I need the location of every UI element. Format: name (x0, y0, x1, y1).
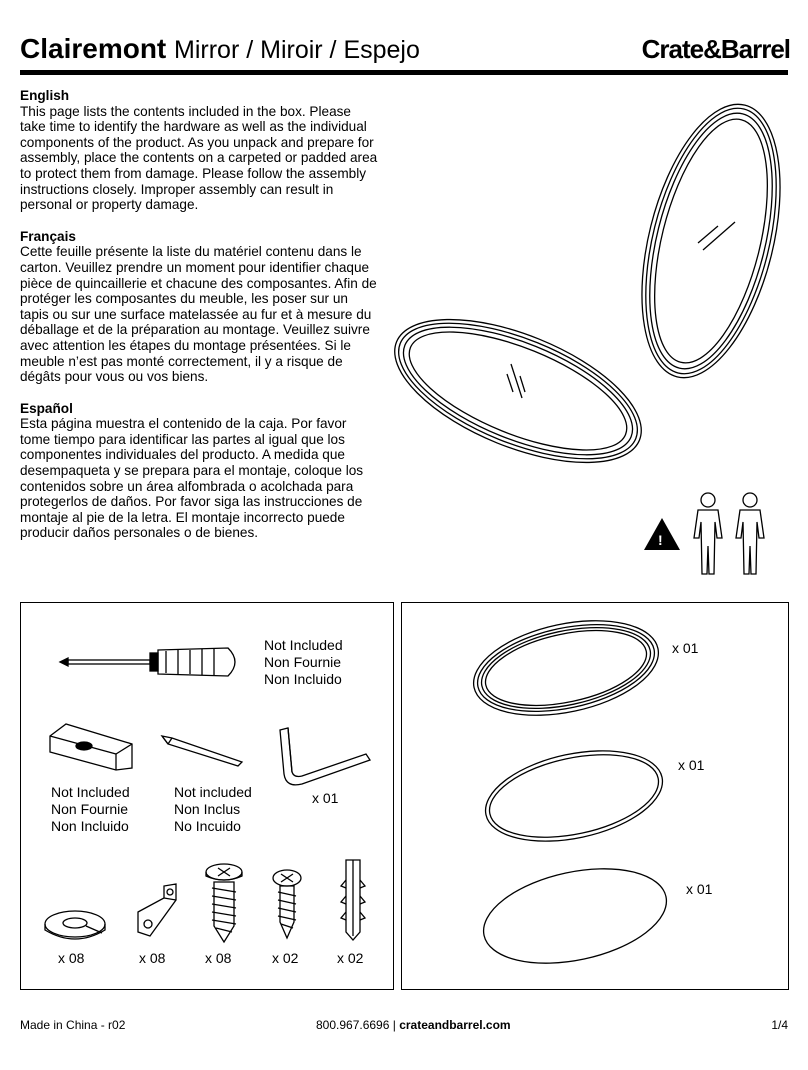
anchor-qty: x 02 (337, 950, 364, 966)
large-screw-qty: x 08 (205, 950, 232, 966)
level-label-es: Non Incluido (51, 818, 129, 834)
pencil-icon (158, 732, 248, 768)
washer-qty: x 08 (58, 950, 85, 966)
footer-contact (316, 1018, 511, 1032)
large-screw-icon (202, 862, 246, 944)
french-heading: Français (20, 228, 76, 244)
small-screw-qty: x 02 (272, 950, 299, 966)
pencil-label-fr: Non Inclus (174, 801, 241, 817)
product-type: Mirror / Miroir / Espejo (174, 36, 420, 64)
page-title (20, 32, 420, 67)
bracket-qty: x 08 (139, 950, 166, 966)
allen-key-qty: x 01 (312, 790, 339, 806)
wall-anchor-icon (338, 856, 368, 942)
washer-icon (40, 906, 110, 946)
product-name: Clairemont (20, 33, 167, 64)
two-person-icon (690, 490, 780, 576)
warning-symbol: ! (658, 532, 663, 548)
pencil-label-es: No Incuido (174, 818, 241, 834)
level-label-en: Not Included (51, 784, 130, 800)
bracket-icon (134, 882, 184, 942)
frame-qty: x 01 (672, 640, 699, 656)
screwdriver-label-es: Non Incluido (264, 671, 342, 687)
small-screw-icon (270, 868, 304, 940)
footer-website[interactable]: crateandbarrel.com (399, 1018, 511, 1032)
mirror-glass-icon (478, 862, 678, 972)
footer-origin: Made in China - r02 (20, 1018, 126, 1032)
backing-qty: x 01 (678, 757, 705, 773)
level-label-fr: Non Fournie (51, 801, 129, 817)
brand-logo: Crate&Barrel (641, 34, 790, 64)
footer-phone: 800.967.6696 | (316, 1018, 400, 1032)
french-text: Cette feuille présente la liste du matériel contenu dans le carton. Veuillez prendre un moment pour identifier chaque pièce de quincaillerie et chacune des composantes. Afin de protéger les composantes du meuble, les poser sur un tapis ou sur une surface matelassée au fur et à mesure du déballage et de la préparation au montage. Veuillez suivre avec attention les étapes du montage présentées. Si le meuble n’est pas monté correctement, il y a risque de dégâts pour vous ou vos biens. (20, 244, 377, 385)
intro-text (20, 88, 380, 557)
page-number: 1/4 (771, 1018, 788, 1032)
backing-icon (478, 742, 678, 852)
spanish-text: Esta página muestra el contenido de la caja. Por favor tome tiempo para identificar las partes al igual que los componentes individuales del producto. A medida que desempaqueta y se prepara para el montaje, coloque los contenidos sobre un área alfombrada o acolchada para protegerlos de daños. Por favor siga las instrucciones de montaje al pie de la letra. El montaje incorrecto puede producir daños personales o de bienes. (20, 416, 364, 541)
screwdriver-icon (56, 642, 246, 682)
allen-key-icon (272, 726, 372, 790)
header-rule (20, 70, 788, 75)
spanish-heading: Español (20, 400, 73, 416)
english-text: This page lists the contents included in the box. Please take time to identify the hardware as well as the individual components of the product. As you unpack and prepare for assembly, place the contents on a carpeted or padded area to protect them from damage. Please follow the assembly instructions closely. Improper assembly can result in personal or property damage. (20, 103, 378, 213)
mirror-glass-qty: x 01 (686, 881, 713, 897)
screwdriver-label-fr: Non Fournie (264, 654, 342, 670)
frame-icon (466, 616, 666, 726)
level-icon (46, 722, 136, 772)
english-heading: English (20, 88, 70, 103)
screwdriver-label-en: Not Included (264, 637, 343, 653)
pencil-label-en: Not included (174, 784, 252, 800)
